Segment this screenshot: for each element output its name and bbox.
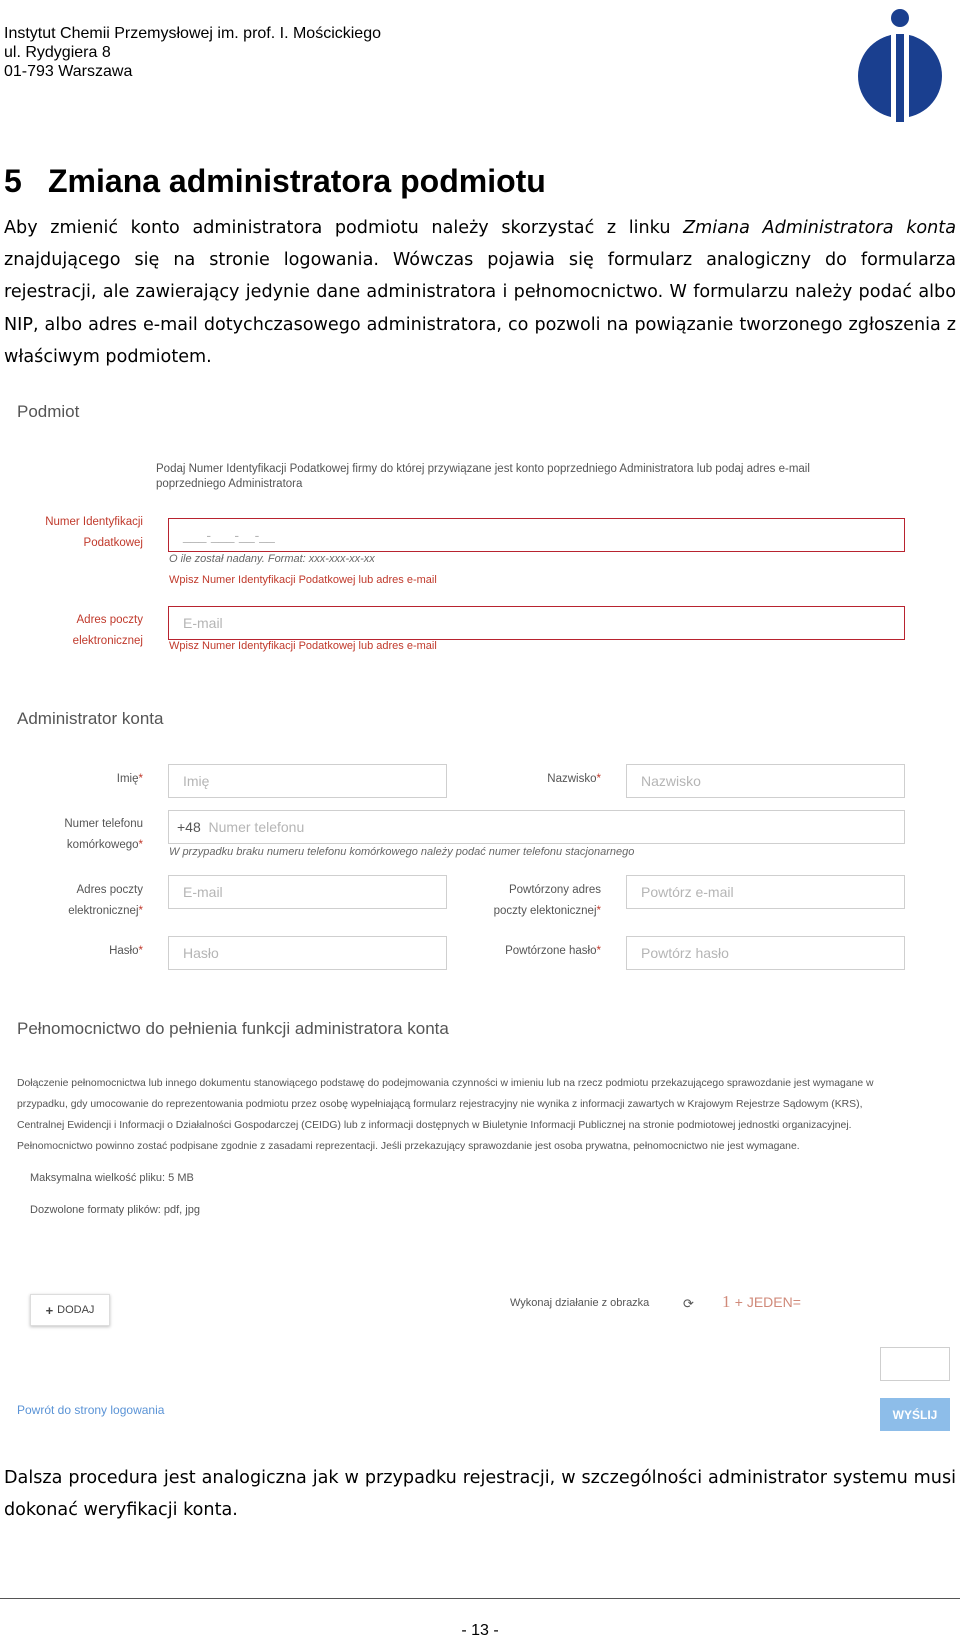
nip-label: Numer Identyfikacji Podatkowej (45, 516, 143, 549)
institute-logo-icon (855, 4, 945, 122)
email-repeat-input[interactable]: Powtórz e-mail (626, 875, 905, 909)
phone-input[interactable] (168, 810, 905, 844)
max-file-size: Maksymalna wielkość pliku: 5 MB (30, 1172, 194, 1184)
email-repeat-label: Powtórzony adres poczty elektonicznej* (493, 884, 601, 917)
admin-section-title: Administrator konta (17, 709, 164, 728)
plus-icon: + (45, 1302, 54, 1318)
page-number: - 13 - (461, 1622, 499, 1639)
link-name: Zmiana Administratora konta (683, 218, 956, 238)
podmiot-email-input[interactable]: E-mail (168, 606, 905, 640)
password-repeat-input[interactable]: Powtórz hasło (626, 936, 905, 970)
phone-label: Numer telefonu komórkowego* (64, 818, 143, 851)
podmiot-section-title: Podmiot (17, 402, 80, 421)
section-title: Zmiana administratora podmiotu (48, 163, 546, 199)
password-input[interactable]: Hasło (168, 936, 447, 970)
footer-divider (0, 1598, 960, 1599)
podmiot-email-error: Wpisz Numer Identyfikacji Podatkowej lub adres e-mail (169, 640, 437, 652)
podmiot-instruction: Podaj Numer Identyfikacji Podatkowej firmy do której przywiązane jest konto poprzedniego Administratora lub podaj adres e-mail poprzedniego Administratora (156, 463, 810, 490)
password-repeat-label: Powtórzone hasło* (505, 945, 601, 957)
nip-hint: O ile został nadany. Format: xxx-xxx-xx-xx (169, 553, 375, 565)
allowed-formats: Dozwolone formaty plików: pdf, jpg (30, 1204, 200, 1216)
phone-prefix: +48 (177, 819, 201, 835)
captcha-image: 1 + JEDEN= (722, 1292, 801, 1311)
back-to-login-link[interactable]: Powrót do strony logowania (17, 1403, 165, 1417)
podmiot-email-label: Adres poczty elektronicznej (72, 614, 143, 647)
org-city: 01-793 Warszawa (4, 63, 133, 80)
document-header (4, 24, 381, 81)
form-screenshot (0, 402, 960, 1430)
last-name-label: Nazwisko* (547, 773, 601, 785)
last-name-input[interactable]: Nazwisko (626, 764, 905, 798)
password-label: Hasło* (109, 945, 143, 957)
add-file-button[interactable]: + DODAJ (30, 1294, 110, 1326)
proxy-section-title: Pełnomocnictwo do pełnienia funkcji administratora konta (17, 1019, 449, 1038)
proxy-info: Dołączenie pełnomocnictwa lub innego dokumentu stanowiącego podstawę do podejmowania czynności w imieniu lub na rzecz podmiotu przekazującego sprawozdanie jest wymagane w przypadku, gdy umocowanie do reprezentowania podmiotu przez osobę wypełniającą formularz rejestracyjny nie wynika z informacji zawartych w Krajowym Rejestrze Sądowym (KRS), Centralnej Ewidencji i Informacji o Działalności Gospodarczej (CEIDG) lub z informacji dostępnych w Biuletynie Informacji Publicznej na stronie podmiotowej jednostki organizacyjnej. Pełnomocnictwo powinno zostać podpisane zgodnie z zasadami reprezentacji. Jeśli przekazujący sprawozdanie jest osoba prywatna, pełnomocnictwo nie jest wymagane. (17, 1078, 874, 1152)
section-number: 5 (4, 163, 22, 199)
org-street: ul. Rydygiera 8 (4, 44, 111, 61)
refresh-icon[interactable]: ⟳ (683, 1296, 694, 1311)
captcha-input[interactable] (880, 1347, 950, 1381)
nip-error: Wpisz Numer Identyfikacji Podatkowej lub adres e-mail (169, 574, 437, 586)
admin-email-input[interactable]: E-mail (168, 875, 447, 909)
captcha-label: Wykonaj działanie z obrazka (510, 1297, 650, 1309)
section-heading (4, 162, 546, 200)
nip-input[interactable]: ___-___-__-__ (168, 518, 905, 552)
intro-paragraph: Aby zmienić konto administratora podmiotu należy skorzystać z linku Zmiana Administratora konta znajdującego się na stronie logowania. Wówczas pojawia się formularz analogiczny do formularza rejestracji, ale zawierający jedynie dane administratora i pełnomocnictwo. W formularzu należy podać albo NIP, albo adres e-mail dotychczasowego administratora, co pozwoli na powiązanie tworzonego zgłoszenia z właściwym podmiotem. (4, 218, 956, 367)
outro-paragraph: Dalsza procedura jest analogiczna jak w przypadku rejestracji, w szczególności administrator systemu musi dokonać weryfikacji konta. (4, 1468, 956, 1521)
send-button[interactable]: WYŚLIJ (880, 1398, 950, 1431)
first-name-input[interactable]: Imię (168, 764, 447, 798)
phone-placeholder: Numer telefonu (208, 819, 305, 835)
admin-email-label: Adres poczty elektronicznej* (68, 884, 143, 917)
org-name: Instytut Chemii Przemysłowej im. prof. I. Mościckiego (4, 25, 381, 42)
first-name-label: Imię* (116, 773, 143, 785)
phone-hint: W przypadku braku numeru telefonu komórkowego należy podać numer telefonu stacjonarnego (169, 846, 635, 858)
